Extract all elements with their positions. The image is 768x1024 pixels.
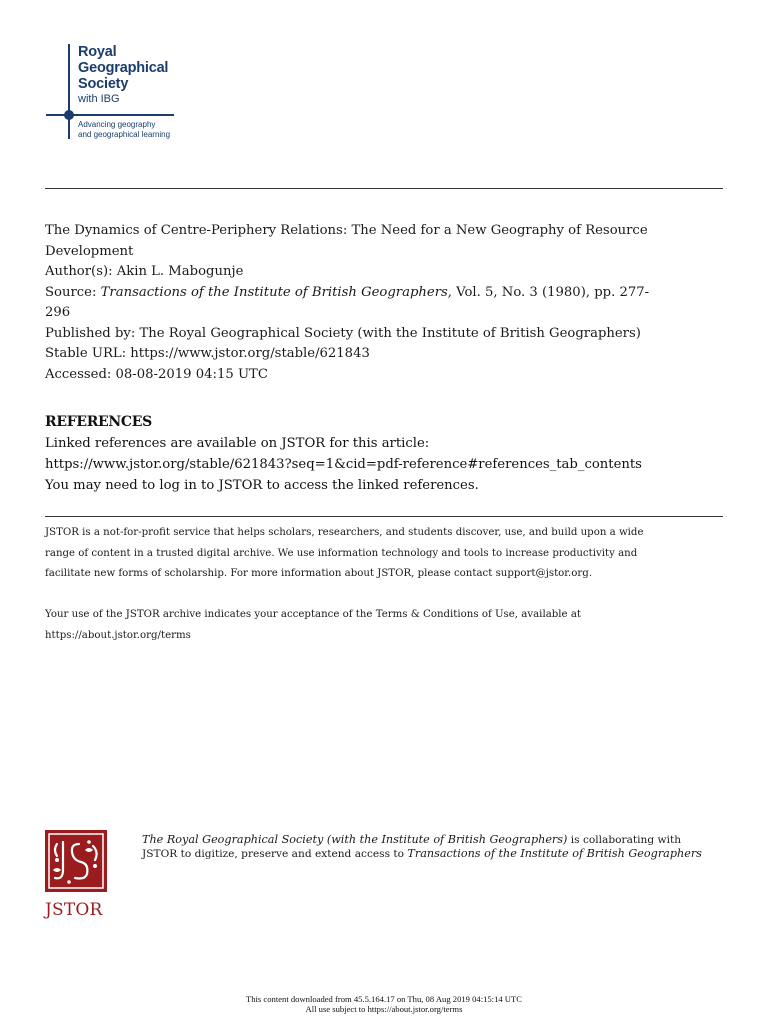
logo-vertical-line [68, 44, 70, 139]
collaboration-statement [142, 833, 702, 861]
authors-label: Author(s): [45, 264, 117, 279]
jstor-emblem-icon [45, 830, 107, 892]
logo-tagline-line: Advancing geography [78, 120, 156, 129]
references-link[interactable]: https://www.jstor.org/stable/621843?seq=1&cid=pdf-reference#references_tab_contents [45, 457, 642, 472]
jstor-wordmark: JSTOR [45, 900, 103, 920]
authors-value: Akin L. Mabogunje [116, 264, 244, 279]
source-label: Source: [45, 284, 101, 300]
references-line: Linked references are available on JSTOR for this article: [45, 436, 430, 451]
logo-tagline [78, 120, 170, 140]
article-title-line: Development [45, 243, 134, 259]
article-accessed: Accessed: 08-08-2019 04:15 UTC [45, 366, 268, 382]
article-publisher: Published by: The Royal Geographical Society (with the Institute of British Geographers) [45, 325, 641, 341]
references-line: You may need to log in to JSTOR to access the linked references. [45, 478, 479, 493]
article-metadata [45, 221, 725, 385]
references-heading: REFERENCES [45, 414, 152, 430]
rgs-logo [44, 42, 184, 146]
jstor-logo [45, 830, 109, 920]
collab-text: is collaborating with JSTOR to digitize, preserve and extend access to [142, 834, 682, 860]
logo-society-name [78, 44, 168, 92]
article-source-cont: 296 [45, 305, 71, 320]
article-stable-url[interactable]: Stable URL: https://www.jstor.org/stable/621843 [45, 346, 370, 361]
notice-line: facilitate new forms of scholarship. For more information about JSTOR, please contact support@jstor.org. [45, 568, 593, 579]
logo-with-ibg: with IBG [78, 93, 120, 105]
terms-notice [45, 605, 725, 646]
notice-line: range of content in a trusted digital archive. We use information technology and tools to increase productivity and [45, 547, 638, 559]
notice-line: JSTOR is a not-for-profit service that helps scholars, researchers, and students discover, use, and build upon a wide [45, 527, 644, 538]
logo-name-line: Society [78, 76, 129, 92]
source-details: , Vol. 5, No. 3 (1980), pp. 277- [447, 284, 650, 300]
article-authors [45, 262, 725, 283]
logo-dot [64, 110, 74, 120]
references-body [45, 433, 735, 496]
logo-name-line: Royal [78, 44, 117, 60]
terms-link[interactable]: https://about.jstor.org/terms [45, 629, 191, 641]
source-journal: Transactions of the Institute of British Geographers [100, 284, 448, 300]
collab-publisher: The Royal Geographical Society (with the Institute of British Geographers) [142, 833, 568, 846]
middle-divider [45, 516, 723, 517]
article-title-line: The Dynamics of Centre-Periphery Relations: The Need for a New Geography of Resource [45, 223, 648, 238]
article-source [45, 283, 725, 304]
footer-line: All use subject to https://about.jstor.org/terms [305, 1004, 463, 1014]
download-footer [0, 994, 768, 1014]
terms-line: Your use of the JSTOR archive indicates your acceptance of the Terms & Conditions of Use, available at [45, 609, 581, 620]
top-divider [45, 188, 723, 189]
logo-tagline-line: and geographical learning [78, 130, 171, 139]
collab-journal: Transactions of the Institute of British Geographers [407, 847, 702, 860]
footer-line: This content downloaded from 45.5.164.17 on Thu, 08 Aug 2019 04:15:14 UTC [245, 994, 522, 1004]
jstor-notice [45, 523, 725, 585]
logo-name-line: Geographical [78, 60, 169, 76]
